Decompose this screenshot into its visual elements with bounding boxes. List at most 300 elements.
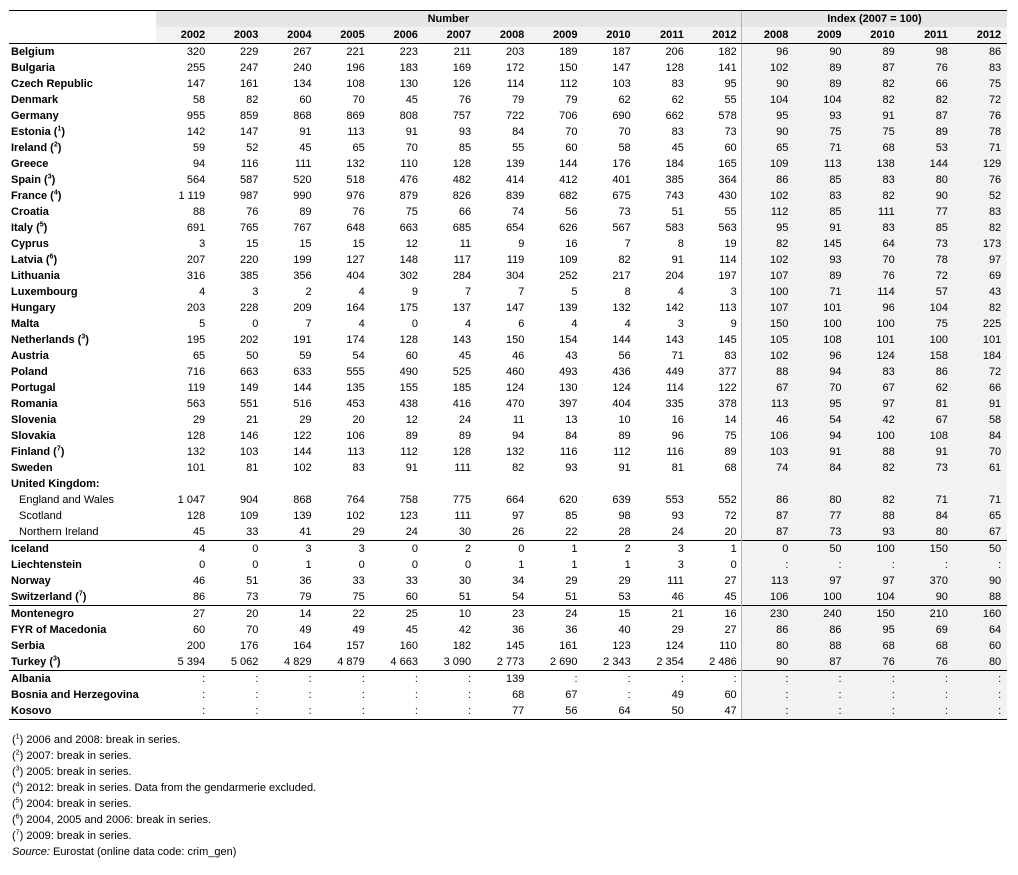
country-name: Malta bbox=[11, 318, 40, 330]
number-cell: 117 bbox=[453, 254, 472, 266]
footnote: ($^3$) 2005: break in series. bbox=[12, 765, 132, 778]
index-cell: 57 bbox=[901, 284, 954, 300]
index-cell: 90 bbox=[741, 76, 794, 92]
table-row bbox=[9, 524, 1007, 541]
index-cell: 76 bbox=[901, 654, 954, 671]
index-cell: 100 bbox=[794, 316, 847, 332]
number-cell: 335 bbox=[665, 398, 684, 410]
year-header-index: 2010 bbox=[848, 27, 901, 44]
row-label bbox=[9, 671, 156, 688]
index-cell: 72 bbox=[954, 364, 1007, 380]
number-cell: 82 bbox=[246, 94, 259, 106]
index-cell: 100 bbox=[848, 316, 901, 332]
number-cell: 6 bbox=[518, 318, 525, 330]
index-cell: 83 bbox=[794, 188, 847, 204]
number-cell: 364 bbox=[718, 174, 737, 186]
number-cell: 320 bbox=[186, 46, 206, 58]
row-label bbox=[9, 703, 156, 720]
number-cell: 220 bbox=[240, 254, 259, 266]
number-cell: 124 bbox=[612, 382, 631, 394]
country-name: Northern Ireland bbox=[19, 526, 99, 538]
number-cell: 955 bbox=[186, 110, 206, 122]
index-cell: 93 bbox=[794, 252, 847, 268]
number-cell: 633 bbox=[293, 366, 312, 378]
number-cell: 764 bbox=[346, 494, 365, 506]
number-cell: 4 829 bbox=[284, 656, 312, 668]
number-cell: 1 bbox=[571, 559, 578, 571]
number-cell: 378 bbox=[718, 398, 737, 410]
footnote-text: 2004: break in series. bbox=[26, 798, 132, 810]
number-cell: 247 bbox=[240, 62, 259, 74]
number-cell: 101 bbox=[186, 462, 206, 474]
row-label bbox=[9, 156, 156, 172]
number-cell: 879 bbox=[399, 190, 418, 202]
index-cell: 76 bbox=[954, 172, 1007, 188]
index-cell: 75 bbox=[848, 124, 901, 140]
number-cell: 183 bbox=[399, 62, 418, 74]
number-cell: : bbox=[209, 703, 262, 720]
number-cell: 81 bbox=[246, 462, 259, 474]
source-label: Source: bbox=[12, 846, 50, 858]
index-cell: 80 bbox=[954, 654, 1007, 671]
number-cell: : bbox=[262, 703, 315, 720]
number-cell: 385 bbox=[240, 270, 259, 282]
year-header-number: 2002 bbox=[156, 27, 209, 44]
row-label bbox=[9, 60, 156, 76]
index-cell: : bbox=[848, 703, 901, 720]
number-cell: 79 bbox=[299, 591, 312, 603]
number-cell: 33 bbox=[405, 575, 418, 587]
number-cell: 3 bbox=[199, 238, 206, 250]
number-cell: 743 bbox=[665, 190, 684, 202]
index-cell: : bbox=[741, 671, 794, 688]
number-cell: 195 bbox=[186, 334, 206, 346]
number-cell: 976 bbox=[346, 190, 365, 202]
number-cell: 71 bbox=[671, 350, 684, 362]
number-cell: 106 bbox=[346, 430, 365, 442]
number-cell: 147 bbox=[186, 78, 206, 90]
number-cell: 9 bbox=[411, 286, 418, 298]
footnote-ref: ($^3$) bbox=[74, 333, 89, 346]
index-cell bbox=[741, 476, 794, 492]
index-cell: : bbox=[901, 557, 954, 573]
index-cell: 72 bbox=[954, 92, 1007, 108]
index-cell: 71 bbox=[954, 492, 1007, 508]
country-name: Romania bbox=[11, 398, 58, 410]
index-cell: 91 bbox=[901, 444, 954, 460]
number-cell: 110 bbox=[400, 158, 418, 170]
index-cell: 85 bbox=[794, 172, 847, 188]
number-cell: 9 bbox=[518, 238, 525, 250]
index-cell bbox=[794, 476, 847, 492]
year-header-index: 2009 bbox=[794, 27, 847, 44]
number-cell: 648 bbox=[346, 222, 365, 234]
number-cell: 103 bbox=[240, 446, 259, 458]
number-cell: 111 bbox=[454, 462, 472, 474]
country-name: Spain bbox=[11, 174, 41, 186]
footnote-number: 7 bbox=[56, 445, 61, 453]
number-cell: 626 bbox=[559, 222, 578, 234]
number-cell: 200 bbox=[186, 640, 206, 652]
number-cell: 758 bbox=[399, 494, 418, 506]
number-cell: 187 bbox=[612, 46, 631, 58]
number-cell: : bbox=[468, 689, 472, 701]
row-label bbox=[9, 124, 156, 140]
index-cell: 64 bbox=[954, 622, 1007, 638]
number-cell: : bbox=[262, 671, 315, 688]
index-cell: 83 bbox=[848, 364, 901, 380]
number-cell: 29 bbox=[618, 575, 631, 587]
number-cell: 164 bbox=[293, 640, 312, 652]
number-cell: 91 bbox=[405, 126, 418, 138]
index-cell: 145 bbox=[794, 236, 847, 252]
country-name: Bulgaria bbox=[11, 62, 56, 74]
index-cell: 91 bbox=[954, 396, 1007, 412]
index-cell: 82 bbox=[741, 236, 794, 252]
number-cell bbox=[528, 476, 581, 492]
number-cell: 50 bbox=[246, 350, 259, 362]
number-cell: 470 bbox=[505, 398, 525, 410]
number-cell: 765 bbox=[240, 222, 259, 234]
country-name: Portugal bbox=[11, 382, 56, 394]
number-cell: 139 bbox=[505, 158, 525, 170]
number-cell: : bbox=[422, 671, 475, 688]
row-label bbox=[9, 172, 156, 188]
table-row bbox=[9, 557, 1007, 573]
table-row bbox=[9, 252, 1007, 268]
number-cell: 2 690 bbox=[549, 656, 578, 668]
index-cell: 73 bbox=[901, 460, 954, 476]
number-cell: 130 bbox=[399, 78, 418, 90]
number-cell: 76 bbox=[352, 206, 365, 218]
number-cell: 146 bbox=[240, 430, 259, 442]
number-cell: 516 bbox=[293, 398, 312, 410]
number-cell: 284 bbox=[452, 270, 472, 282]
number-cell: 54 bbox=[352, 350, 365, 362]
index-cell: 88 bbox=[848, 444, 901, 460]
index-cell: 100 bbox=[741, 284, 794, 300]
number-cell: 144 bbox=[293, 382, 312, 394]
number-cell: 316 bbox=[186, 270, 206, 282]
index-cell: 88 bbox=[794, 638, 847, 654]
number-cell: 176 bbox=[240, 640, 259, 652]
index-cell: 114 bbox=[848, 284, 901, 300]
year-header-number: 2009 bbox=[528, 27, 581, 44]
number-cell: 16 bbox=[565, 238, 578, 250]
index-cell: 87 bbox=[848, 60, 901, 76]
number-cell: 88 bbox=[192, 206, 206, 218]
number-cell: 182 bbox=[718, 46, 737, 58]
number-cell: : bbox=[414, 689, 418, 701]
number-cell: 4 bbox=[156, 541, 209, 558]
number-cell: 74 bbox=[512, 206, 525, 218]
index-cell: 80 bbox=[901, 172, 954, 188]
index-cell: 88 bbox=[848, 508, 901, 524]
number-cell: 11 bbox=[512, 414, 525, 426]
index-cell: 86 bbox=[741, 622, 794, 638]
index-cell: 102 bbox=[741, 252, 794, 268]
number-cell: 46 bbox=[671, 591, 684, 603]
table-row bbox=[9, 204, 1007, 220]
number-cell: 40 bbox=[618, 624, 631, 636]
index-cell: 107 bbox=[741, 300, 794, 316]
number-cell: 0 bbox=[358, 559, 365, 571]
row-label bbox=[9, 638, 156, 654]
number-cell: 3 090 bbox=[443, 656, 472, 668]
number-cell: 85 bbox=[458, 142, 472, 154]
country-name: Bosnia and Herzegovina bbox=[11, 689, 139, 701]
table-row bbox=[9, 687, 1007, 703]
number-cell: 204 bbox=[665, 270, 684, 282]
number-cell: 722 bbox=[505, 110, 525, 122]
index-cell: 108 bbox=[794, 332, 847, 348]
number-cell: 493 bbox=[559, 366, 578, 378]
number-cell: 154 bbox=[559, 334, 578, 346]
index-cell: 84 bbox=[954, 428, 1007, 444]
table-row bbox=[9, 492, 1007, 508]
number-cell: 102 bbox=[346, 510, 365, 522]
number-cell: 23 bbox=[475, 606, 528, 623]
number-cell: 520 bbox=[293, 174, 312, 186]
number-cell: 137 bbox=[452, 302, 472, 314]
table-row bbox=[9, 124, 1007, 140]
number-cell: 126 bbox=[452, 78, 472, 90]
index-cell: : bbox=[848, 557, 901, 573]
number-cell: 89 bbox=[458, 430, 472, 442]
number-cell: 29 bbox=[352, 526, 365, 538]
number-cell: 7 bbox=[624, 238, 631, 250]
row-label bbox=[9, 444, 156, 460]
number-cell: 150 bbox=[505, 334, 525, 346]
number-cell: 620 bbox=[559, 494, 578, 506]
number-cell: 2 343 bbox=[603, 656, 631, 668]
number-cell: 112 bbox=[400, 446, 418, 458]
number-cell: 51 bbox=[458, 591, 472, 603]
number-cell: 139 bbox=[559, 302, 578, 314]
country-name: Luxembourg bbox=[11, 286, 78, 298]
number-cell: 564 bbox=[186, 174, 206, 186]
country-name: Turkey bbox=[11, 656, 47, 668]
index-cell: 95 bbox=[794, 396, 847, 412]
number-cell: 91 bbox=[671, 254, 684, 266]
table-row bbox=[9, 508, 1007, 524]
number-cell: 60 bbox=[405, 350, 418, 362]
row-label bbox=[9, 541, 156, 558]
index-cell: 94 bbox=[794, 428, 847, 444]
homicide-table bbox=[9, 10, 1007, 720]
number-cell: 1 047 bbox=[177, 494, 206, 506]
number-cell: 113 bbox=[347, 126, 365, 138]
number-cell: 60 bbox=[724, 142, 737, 154]
number-cell: 130 bbox=[559, 382, 578, 394]
country-name: Germany bbox=[11, 110, 59, 122]
number-cell: : bbox=[627, 689, 631, 701]
number-cell: 184 bbox=[665, 158, 684, 170]
number-cell: 143 bbox=[452, 334, 472, 346]
number-cell bbox=[156, 476, 209, 492]
number-cell: 28 bbox=[618, 526, 631, 538]
index-cell: 80 bbox=[901, 524, 954, 541]
footnote-text: 2012: break in series. Data from the gendarmerie excluded. bbox=[26, 782, 317, 794]
year-header-number: 2011 bbox=[635, 27, 688, 44]
year-header-index: 2012 bbox=[954, 27, 1007, 44]
index-cell: 62 bbox=[901, 380, 954, 396]
number-cell: 203 bbox=[186, 302, 206, 314]
country-name: Greece bbox=[11, 158, 49, 170]
number-cell: 128 bbox=[186, 430, 206, 442]
number-cell: 1 bbox=[305, 559, 312, 571]
number-cell: 7 bbox=[465, 286, 472, 298]
number-cell: 128 bbox=[186, 510, 206, 522]
number-cell: 62 bbox=[671, 94, 684, 106]
number-cell: 70 bbox=[352, 94, 365, 106]
number-cell: 24 bbox=[671, 526, 684, 538]
footnote-ref: ($^2$) bbox=[47, 141, 62, 154]
number-cell: 3 bbox=[262, 541, 315, 558]
index-cell: 94 bbox=[794, 364, 847, 380]
number-cell: 21 bbox=[635, 606, 688, 623]
number-cell: 8 bbox=[624, 286, 631, 298]
number-cell: 211 bbox=[453, 46, 472, 58]
number-cell: 430 bbox=[718, 190, 737, 202]
index-cell: 89 bbox=[794, 60, 847, 76]
country-name: Italy bbox=[11, 222, 34, 234]
number-cell: 27 bbox=[156, 606, 209, 623]
index-cell: 52 bbox=[954, 188, 1007, 204]
number-cell: 29 bbox=[299, 414, 312, 426]
number-cell: 404 bbox=[612, 398, 631, 410]
number-cell: 147 bbox=[612, 62, 631, 74]
number-cell: 397 bbox=[559, 398, 578, 410]
table-row bbox=[9, 541, 1007, 558]
number-cell: 169 bbox=[452, 62, 472, 74]
number-cell: 16 bbox=[671, 414, 684, 426]
index-cell: 43 bbox=[954, 284, 1007, 300]
number-cell: 128 bbox=[665, 62, 684, 74]
country-name: Hungary bbox=[11, 302, 56, 314]
number-cell: 132 bbox=[346, 158, 365, 170]
number-cell: 207 bbox=[186, 254, 206, 266]
footnote-marker: 4 bbox=[15, 781, 20, 789]
country-name: Scotland bbox=[19, 510, 62, 522]
number-cell: 174 bbox=[346, 334, 365, 346]
country-name: Slovakia bbox=[11, 430, 56, 442]
number-cell: 65 bbox=[192, 350, 206, 362]
number-cell: 3 bbox=[635, 541, 688, 558]
number-cell: 1 bbox=[624, 559, 631, 571]
number-cell: 482 bbox=[452, 174, 472, 186]
row-label bbox=[9, 380, 156, 396]
number-cell: 555 bbox=[346, 366, 365, 378]
row-label bbox=[9, 140, 156, 156]
index-cell: 81 bbox=[901, 396, 954, 412]
row-label bbox=[9, 412, 156, 428]
year-header-corner bbox=[9, 27, 156, 44]
year-header-number: 2005 bbox=[316, 27, 369, 44]
index-cell: 75 bbox=[901, 316, 954, 332]
number-cell: 197 bbox=[718, 270, 737, 282]
number-cell: 164 bbox=[346, 302, 365, 314]
index-cell: 91 bbox=[848, 108, 901, 124]
index-cell: : bbox=[741, 687, 794, 703]
index-cell: 78 bbox=[901, 252, 954, 268]
number-cell: 0 bbox=[252, 318, 259, 330]
number-cell: 5 394 bbox=[177, 656, 206, 668]
index-cell: 129 bbox=[954, 156, 1007, 172]
index-cell: 230 bbox=[741, 606, 794, 623]
number-cell: 132 bbox=[186, 446, 206, 458]
number-cell: 145 bbox=[505, 640, 525, 652]
row-label bbox=[9, 476, 156, 492]
country-name: Belgium bbox=[11, 46, 55, 58]
number-cell: 551 bbox=[240, 398, 259, 410]
index-cell: 65 bbox=[741, 140, 794, 156]
number-cell: 36 bbox=[299, 575, 312, 587]
number-cell: 267 bbox=[293, 46, 312, 58]
table-row bbox=[9, 671, 1007, 688]
number-cell: 24 bbox=[528, 606, 581, 623]
index-cell bbox=[901, 476, 954, 492]
table-row bbox=[9, 589, 1007, 606]
index-cell: 91 bbox=[794, 220, 847, 236]
number-cell: 145 bbox=[718, 334, 737, 346]
footnote: ($^7$) 2009: break in series. bbox=[12, 829, 132, 842]
footnote-marker: 5 bbox=[15, 797, 20, 805]
number-cell: 45 bbox=[405, 624, 418, 636]
index-cell: 104 bbox=[901, 300, 954, 316]
table-row bbox=[9, 444, 1007, 460]
index-cell: 104 bbox=[848, 589, 901, 606]
country-name: Ireland bbox=[11, 142, 48, 154]
number-cell: 987 bbox=[240, 190, 259, 202]
row-label bbox=[9, 557, 156, 573]
index-cell: 150 bbox=[741, 316, 794, 332]
year-header-number: 2010 bbox=[582, 27, 635, 44]
footnote-marker: 1 bbox=[15, 733, 20, 741]
number-cell: 45 bbox=[671, 142, 684, 154]
header-corner bbox=[9, 11, 156, 28]
number-cell: 144 bbox=[612, 334, 631, 346]
index-cell: 88 bbox=[954, 589, 1007, 606]
number-cell: 24 bbox=[405, 526, 418, 538]
footnote: ($^5$) 2004: break in series. bbox=[12, 797, 132, 810]
number-cell: 91 bbox=[299, 126, 312, 138]
number-cell: 46 bbox=[512, 350, 525, 362]
number-cell: 75 bbox=[724, 430, 737, 442]
index-cell: 96 bbox=[848, 300, 901, 316]
number-cell: 587 bbox=[240, 174, 259, 186]
index-cell: 82 bbox=[848, 492, 901, 508]
index-cell: 93 bbox=[848, 524, 901, 541]
number-cell: 119 bbox=[187, 382, 206, 394]
index-cell: 82 bbox=[848, 188, 901, 204]
number-cell: : bbox=[688, 671, 741, 688]
number-cell: 4 bbox=[358, 318, 365, 330]
number-cell: 64 bbox=[582, 703, 635, 720]
index-cell: 87 bbox=[794, 654, 847, 671]
number-cell: 51 bbox=[246, 575, 259, 587]
number-cell: 404 bbox=[346, 270, 365, 282]
number-cell: 690 bbox=[612, 110, 631, 122]
number-cell: 45 bbox=[458, 350, 472, 362]
row-label bbox=[9, 364, 156, 380]
table-row bbox=[9, 236, 1007, 252]
index-cell: 97 bbox=[954, 252, 1007, 268]
country-name: Albania bbox=[11, 673, 51, 685]
number-cell: 60 bbox=[405, 591, 418, 603]
row-label bbox=[9, 396, 156, 412]
number-cell: 4 bbox=[465, 318, 472, 330]
